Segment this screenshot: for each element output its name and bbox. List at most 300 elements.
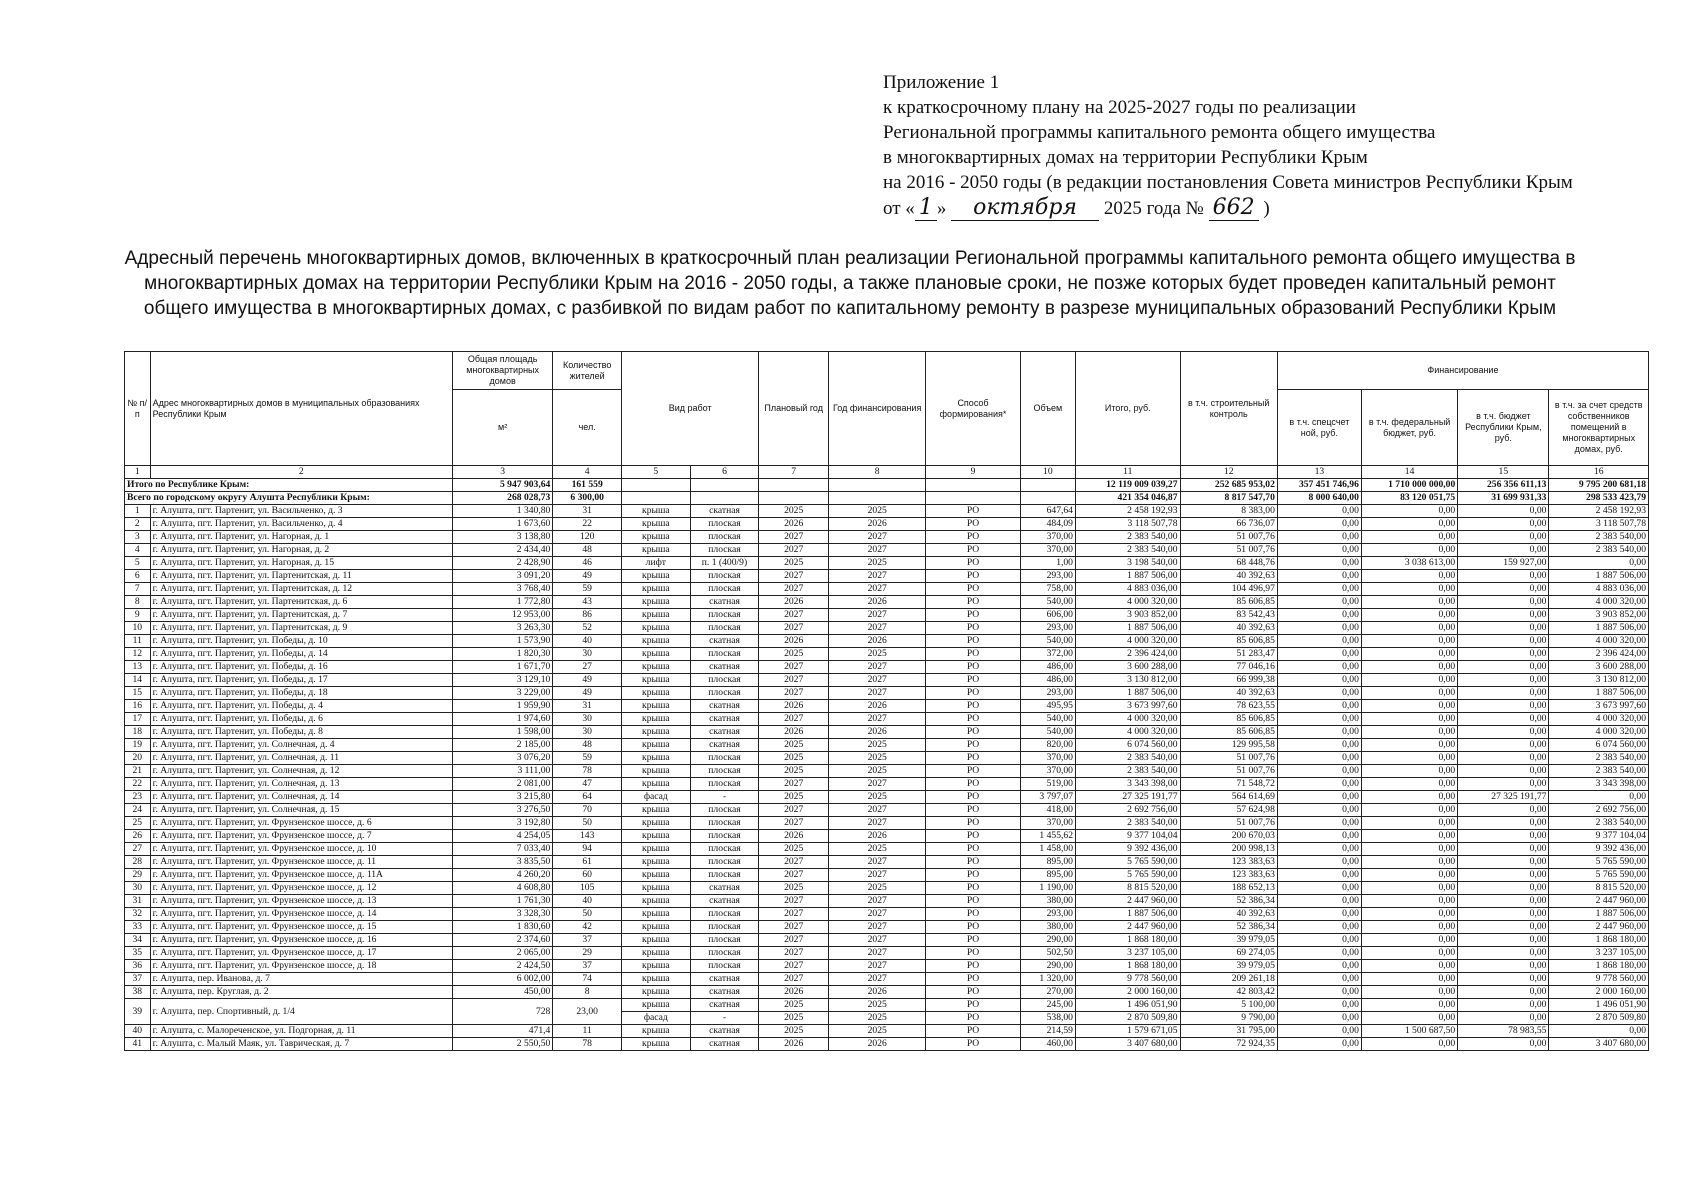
table-cell: 8 815 520,00 bbox=[1075, 882, 1180, 895]
table-cell: 0,00 bbox=[1277, 986, 1361, 999]
table-cell: 47 bbox=[553, 778, 622, 791]
total-fin-owners: 9 795 200 681,18 bbox=[1549, 479, 1649, 492]
table-cell: 2025 bbox=[829, 752, 926, 765]
table-cell: г. Алушта, пгт. Партенит, ул. Нагорная, д. 15 bbox=[150, 557, 452, 570]
table-cell: 0,00 bbox=[1277, 687, 1361, 700]
table-cell: 2025 bbox=[829, 557, 926, 570]
table-row bbox=[125, 596, 1649, 609]
table-cell: 41 bbox=[125, 1038, 151, 1051]
table-cell: 159 927,00 bbox=[1458, 557, 1549, 570]
table-cell: 0,00 bbox=[1361, 570, 1457, 583]
table-cell: РО bbox=[926, 739, 1020, 752]
table-cell: 8 815 520,00 bbox=[1549, 882, 1649, 895]
table-cell: плоская bbox=[690, 765, 759, 778]
table-cell: 2027 bbox=[829, 934, 926, 947]
table-cell: 0,00 bbox=[1458, 986, 1549, 999]
table-cell: г. Алушта, пгт. Партенит, ул. Победы, д. 18 bbox=[150, 687, 452, 700]
col-num: 16 bbox=[1549, 466, 1649, 479]
table-cell: 0,00 bbox=[1458, 882, 1549, 895]
year-label: 2025 года № bbox=[1103, 198, 1204, 219]
table-cell: крыша bbox=[622, 674, 691, 687]
table-cell: 27 325 191,77 bbox=[1075, 791, 1180, 804]
table-cell: 0,00 bbox=[1458, 908, 1549, 921]
table-cell: 120 bbox=[553, 531, 622, 544]
table-cell: крыша bbox=[622, 700, 691, 713]
table-row bbox=[125, 518, 1649, 531]
col-num: 11 bbox=[1075, 466, 1180, 479]
header-fin-federal: в т.ч. федеральный бюджет, руб. bbox=[1361, 390, 1457, 466]
empty-cell bbox=[926, 479, 1020, 492]
table-cell: 1 868 180,00 bbox=[1075, 960, 1180, 973]
table-cell: 0,00 bbox=[1458, 895, 1549, 908]
table-cell: 2027 bbox=[829, 973, 926, 986]
table-cell: 1 496 051,90 bbox=[1075, 999, 1180, 1012]
table-cell: 3 343 398,00 bbox=[1075, 778, 1180, 791]
table-cell: крыша bbox=[622, 570, 691, 583]
table-cell: 9 bbox=[125, 609, 151, 622]
table-cell: 2027 bbox=[759, 960, 829, 973]
table-cell: 2025 bbox=[829, 791, 926, 804]
empty-cell bbox=[926, 492, 1020, 505]
table-cell: 20 bbox=[125, 752, 151, 765]
table-cell: 0,00 bbox=[1458, 817, 1549, 830]
table-cell: фасад bbox=[622, 791, 691, 804]
table-cell: 0,00 bbox=[1458, 648, 1549, 661]
table-cell: 1 340,80 bbox=[452, 505, 552, 518]
empty-cell bbox=[690, 492, 759, 505]
table-cell: 2025 bbox=[829, 999, 926, 1012]
table-cell: 51 007,76 bbox=[1180, 765, 1277, 778]
table-cell: 52 386,34 bbox=[1180, 895, 1277, 908]
table-cell: 0,00 bbox=[1458, 830, 1549, 843]
table-cell: 2 870 509,80 bbox=[1549, 1012, 1649, 1025]
table-cell: крыша bbox=[622, 921, 691, 934]
table-cell: крыша bbox=[622, 1038, 691, 1051]
table-cell: 2027 bbox=[759, 921, 829, 934]
table-cell: 4 000 320,00 bbox=[1075, 596, 1180, 609]
table-cell: 0,00 bbox=[1361, 947, 1457, 960]
table-cell: 0,00 bbox=[1361, 921, 1457, 934]
handwritten-month: октября bbox=[951, 195, 1099, 221]
table-cell: 42 bbox=[553, 921, 622, 934]
empty-cell bbox=[690, 479, 759, 492]
table-cell: 60 bbox=[553, 869, 622, 882]
table-cell: 6 bbox=[125, 570, 151, 583]
table-cell: крыша bbox=[622, 804, 691, 817]
empty-cell bbox=[622, 492, 691, 505]
table-cell: 0,00 bbox=[1277, 817, 1361, 830]
table-cell: 540,00 bbox=[1020, 713, 1075, 726]
table-cell: РО bbox=[926, 505, 1020, 518]
table-cell: 0,00 bbox=[1277, 531, 1361, 544]
table-cell: г. Алушта, пгт. Партенит, ул. Партенитская, д. 9 bbox=[150, 622, 452, 635]
header-plan-year: Плановый год bbox=[759, 352, 829, 466]
table-cell: 9 392 436,00 bbox=[1549, 843, 1649, 856]
header-fin-owners: в т.ч. за счет средств собственников помещений в многоквартирных домах, руб. bbox=[1549, 390, 1649, 466]
table-cell: 0,00 bbox=[1277, 869, 1361, 882]
table-row bbox=[125, 856, 1649, 869]
table-cell: 0,00 bbox=[1361, 895, 1457, 908]
table-row bbox=[125, 817, 1649, 830]
table-cell: 2025 bbox=[759, 882, 829, 895]
table-cell: 22 bbox=[125, 778, 151, 791]
table-cell: 2026 bbox=[759, 1038, 829, 1051]
table-cell: 33 bbox=[125, 921, 151, 934]
table-cell: 2025 bbox=[829, 882, 926, 895]
table-cell: крыша bbox=[622, 726, 691, 739]
table-cell: 32 bbox=[125, 908, 151, 921]
table-cell: 2027 bbox=[759, 817, 829, 830]
table-cell: 1 190,00 bbox=[1020, 882, 1075, 895]
table-cell: 0,00 bbox=[1458, 713, 1549, 726]
table-cell: РО bbox=[926, 817, 1020, 830]
table-cell: 3 673 997,60 bbox=[1075, 700, 1180, 713]
table-row bbox=[125, 869, 1649, 882]
table-cell: 2 000 160,00 bbox=[1549, 986, 1649, 999]
table-cell: 486,00 bbox=[1020, 674, 1075, 687]
table-cell: 27 bbox=[125, 843, 151, 856]
table-cell: 1 887 506,00 bbox=[1075, 570, 1180, 583]
table-cell: 9 392 436,00 bbox=[1075, 843, 1180, 856]
table-cell: 4 000 320,00 bbox=[1549, 713, 1649, 726]
table-cell: 1,00 bbox=[1020, 557, 1075, 570]
appendix-line-4: в многоквартирных домах на территории Республики Крым bbox=[883, 147, 1368, 168]
table-cell: 0,00 bbox=[1361, 804, 1457, 817]
table-cell: плоская bbox=[690, 674, 759, 687]
table-cell: 0,00 bbox=[1361, 752, 1457, 765]
table-cell: 69 274,05 bbox=[1180, 947, 1277, 960]
table-cell: 14 bbox=[125, 674, 151, 687]
table-cell: 0,00 bbox=[1458, 518, 1549, 531]
table-cell: 68 448,76 bbox=[1180, 557, 1277, 570]
table-cell: 2 383 540,00 bbox=[1549, 817, 1649, 830]
table-cell: РО bbox=[926, 1038, 1020, 1051]
table-cell: 4 bbox=[125, 544, 151, 557]
table-cell: 1 887 506,00 bbox=[1549, 570, 1649, 583]
table-cell: 5 765 590,00 bbox=[1075, 856, 1180, 869]
table-cell: РО bbox=[926, 726, 1020, 739]
table-cell: 2025 bbox=[759, 791, 829, 804]
table-cell: 3 076,20 bbox=[452, 752, 552, 765]
total-fin-republic: 31 699 931,33 bbox=[1458, 492, 1549, 505]
table-cell: г. Алушта, пгт. Партенит, ул. Победы, д. 4 bbox=[150, 700, 452, 713]
table-cell: 538,00 bbox=[1020, 1012, 1075, 1025]
document-title: Адресный перечень многоквартирных домов, включенных в краткосрочный план реализации Региональной программы капитального ремонта общего имущества в многоквартирных домах на территории Республики Крым на 2016 - 2050 годы, а также плановые сроки, не позже которых будет проведен капитальный ремонт общего имущества в многоквартирных домах, с разбивкой по видам работ по капитальному ремонту в разрезе муниципальных образований Республики Крым bbox=[124, 248, 1576, 319]
table-cell: 370,00 bbox=[1020, 531, 1075, 544]
table-cell: 2026 bbox=[829, 830, 926, 843]
table-cell: 49 bbox=[553, 687, 622, 700]
table-cell: 57 624,98 bbox=[1180, 804, 1277, 817]
table-cell: 3 835,50 bbox=[452, 856, 552, 869]
table-cell: г. Алушта, пгт. Партенит, ул. Фрунзенское шоссе, д. 15 bbox=[150, 921, 452, 934]
table-cell: 2027 bbox=[829, 778, 926, 791]
table-cell: 83 542,43 bbox=[1180, 609, 1277, 622]
table-cell: 2 383 540,00 bbox=[1075, 765, 1180, 778]
table-cell: 3 237 105,00 bbox=[1075, 947, 1180, 960]
table-cell: 9 778 560,00 bbox=[1075, 973, 1180, 986]
table-cell: 3 600 288,00 bbox=[1549, 661, 1649, 674]
table-cell: 380,00 bbox=[1020, 921, 1075, 934]
table-cell: 370,00 bbox=[1020, 765, 1075, 778]
table-cell: 3 bbox=[125, 531, 151, 544]
table-cell: 34 bbox=[125, 934, 151, 947]
table-cell: 293,00 bbox=[1020, 622, 1075, 635]
table-cell: 0,00 bbox=[1549, 1025, 1649, 1038]
table-cell: 3 407 680,00 bbox=[1549, 1038, 1649, 1051]
table-cell: 245,00 bbox=[1020, 999, 1075, 1012]
table-cell: 370,00 bbox=[1020, 817, 1075, 830]
table-cell: 70 bbox=[553, 804, 622, 817]
table-cell: 2026 bbox=[829, 635, 926, 648]
table-cell: 0,00 bbox=[1277, 609, 1361, 622]
table-cell: 123 383,63 bbox=[1180, 869, 1277, 882]
table-cell: плоская bbox=[690, 544, 759, 557]
table-cell: 3 343 398,00 bbox=[1549, 778, 1649, 791]
table-cell: РО bbox=[926, 609, 1020, 622]
table-cell: РО bbox=[926, 518, 1020, 531]
table-cell: г. Алушта, пгт. Партенит, ул. Васильченко, д. 4 bbox=[150, 518, 452, 531]
table-cell: 2025 bbox=[759, 557, 829, 570]
table-cell: 27 325 191,77 bbox=[1458, 791, 1549, 804]
table-cell: 2027 bbox=[829, 895, 926, 908]
table-cell: 270,00 bbox=[1020, 986, 1075, 999]
table-row bbox=[125, 934, 1649, 947]
table-cell: крыша bbox=[622, 999, 691, 1012]
total-control: 252 685 953,02 bbox=[1180, 479, 1277, 492]
table-cell: скатная bbox=[690, 1025, 759, 1038]
table-row bbox=[125, 921, 1649, 934]
table-cell: 293,00 bbox=[1020, 687, 1075, 700]
table-cell: 2026 bbox=[759, 726, 829, 739]
table-cell: 2 447 960,00 bbox=[1075, 921, 1180, 934]
col-num: 3 bbox=[452, 466, 552, 479]
table-cell: 0,00 bbox=[1361, 713, 1457, 726]
address-table bbox=[124, 351, 1649, 1051]
table-cell: 2027 bbox=[759, 570, 829, 583]
table-cell: 78 bbox=[553, 765, 622, 778]
table-cell: 2 bbox=[125, 518, 151, 531]
table-cell: 3 192,80 bbox=[452, 817, 552, 830]
table-cell: 9 778 560,00 bbox=[1549, 973, 1649, 986]
table-cell: 2 383 540,00 bbox=[1549, 765, 1649, 778]
table-cell: крыша bbox=[622, 583, 691, 596]
table-cell: 1 458,00 bbox=[1020, 843, 1075, 856]
table-cell: 40 bbox=[553, 635, 622, 648]
table-cell: 0,00 bbox=[1361, 856, 1457, 869]
table-cell: 61 bbox=[553, 856, 622, 869]
table-cell: РО bbox=[926, 830, 1020, 843]
table-cell: 0,00 bbox=[1361, 518, 1457, 531]
table-cell: крыша bbox=[622, 609, 691, 622]
table-cell: 293,00 bbox=[1020, 908, 1075, 921]
table-cell: 48 bbox=[553, 544, 622, 557]
table-cell: 3 111,00 bbox=[452, 765, 552, 778]
table-cell: плоская bbox=[690, 648, 759, 661]
appendix-line-5: на 2016 - 2050 годы (в редакции постановления Совета министров Республики Крым bbox=[883, 172, 1573, 193]
table-cell: 22 bbox=[553, 518, 622, 531]
total-fin-republic: 256 356 611,13 bbox=[1458, 479, 1549, 492]
table-cell: г. Алушта, пгт. Партенит, ул. Фрунзенское шоссе, д. 17 bbox=[150, 947, 452, 960]
table-cell: 51 007,76 bbox=[1180, 531, 1277, 544]
table-cell: 1 887 506,00 bbox=[1075, 908, 1180, 921]
table-cell: 7 033,40 bbox=[452, 843, 552, 856]
table-cell: 0,00 bbox=[1361, 505, 1457, 518]
table-cell: 0,00 bbox=[1361, 830, 1457, 843]
table-cell: крыша bbox=[622, 544, 691, 557]
table-cell: 0,00 bbox=[1277, 856, 1361, 869]
table-cell: крыша bbox=[622, 960, 691, 973]
table-cell: 1 455,62 bbox=[1020, 830, 1075, 843]
table-cell: г. Алушта, пгт. Партенит, ул. Партенитская, д. 7 bbox=[150, 609, 452, 622]
table-cell: 2026 bbox=[829, 518, 926, 531]
table-cell: 3 600 288,00 bbox=[1075, 661, 1180, 674]
table-cell: г. Алушта, пгт. Партенит, ул. Солнечная, д. 12 bbox=[150, 765, 452, 778]
table-cell: г. Алушта, пгт. Партенит, ул. Нагорная, д. 2 bbox=[150, 544, 452, 557]
table-cell: 418,00 bbox=[1020, 804, 1075, 817]
table-cell: 30 bbox=[553, 713, 622, 726]
table-cell: 0,00 bbox=[1458, 765, 1549, 778]
table-cell: РО bbox=[926, 856, 1020, 869]
table-cell: 2026 bbox=[759, 700, 829, 713]
table-cell: 2027 bbox=[829, 804, 926, 817]
table-cell: 3 229,00 bbox=[452, 687, 552, 700]
table-cell: 2026 bbox=[759, 518, 829, 531]
table-cell: плоская bbox=[690, 622, 759, 635]
table-cell: 0,00 bbox=[1361, 583, 1457, 596]
total-sum: 421 354 046,87 bbox=[1075, 492, 1180, 505]
table-cell: 0,00 bbox=[1458, 505, 1549, 518]
table-cell: 2027 bbox=[759, 895, 829, 908]
table-cell: 64 bbox=[553, 791, 622, 804]
table-cell: 0,00 bbox=[1361, 726, 1457, 739]
table-cell: 2 065,00 bbox=[452, 947, 552, 960]
table-cell: 370,00 bbox=[1020, 752, 1075, 765]
table-cell: РО bbox=[926, 648, 1020, 661]
table-cell: плоская bbox=[690, 687, 759, 700]
table-cell: 0,00 bbox=[1361, 999, 1457, 1012]
table-cell: г. Алушта, пгт. Партенит, ул. Солнечная, д. 13 bbox=[150, 778, 452, 791]
table-cell: 1 772,80 bbox=[452, 596, 552, 609]
table-cell: фасад bbox=[622, 1012, 691, 1025]
table-cell: 86 bbox=[553, 609, 622, 622]
table-cell: скатная bbox=[690, 596, 759, 609]
table-cell: г. Алушта, пгт. Партенит, ул. Партенитская, д. 11 bbox=[150, 570, 452, 583]
table-cell: 4 000 320,00 bbox=[1549, 596, 1649, 609]
table-cell: 2027 bbox=[759, 674, 829, 687]
table-cell: 59 bbox=[553, 583, 622, 596]
table-cell: 0,00 bbox=[1458, 674, 1549, 687]
col-num: 6 bbox=[690, 466, 759, 479]
table-cell: 0,00 bbox=[1277, 1012, 1361, 1025]
table-cell: 2027 bbox=[829, 570, 926, 583]
table-cell: - bbox=[690, 791, 759, 804]
table-cell: РО bbox=[926, 713, 1020, 726]
table-cell: 380,00 bbox=[1020, 895, 1075, 908]
table-cell: 0,00 bbox=[1361, 960, 1457, 973]
table-cell: 3 328,30 bbox=[452, 908, 552, 921]
table-cell: 2027 bbox=[759, 531, 829, 544]
table-cell: 4 000 320,00 bbox=[1075, 635, 1180, 648]
total-fin-owners: 298 533 423,79 bbox=[1549, 492, 1649, 505]
table-cell: 2027 bbox=[759, 661, 829, 674]
table-cell: 0,00 bbox=[1361, 596, 1457, 609]
table-cell: 3 903 852,00 bbox=[1549, 609, 1649, 622]
table-cell: 0,00 bbox=[1361, 1012, 1457, 1025]
table-cell: РО bbox=[926, 661, 1020, 674]
close-paren: ) bbox=[1263, 198, 1270, 219]
table-cell: 0,00 bbox=[1458, 843, 1549, 856]
table-cell: 0,00 bbox=[1361, 661, 1457, 674]
table-cell: 5 100,00 bbox=[1180, 999, 1277, 1012]
table-cell: 0,00 bbox=[1458, 531, 1549, 544]
table-cell: 1 887 506,00 bbox=[1549, 687, 1649, 700]
table-cell: г. Алушта, пгт. Партенит, ул. Партенитская, д. 6 bbox=[150, 596, 452, 609]
table-row bbox=[125, 570, 1649, 583]
table-cell: 2025 bbox=[829, 843, 926, 856]
table-cell: 460,00 bbox=[1020, 1038, 1075, 1051]
table-cell: 0,00 bbox=[1458, 726, 1549, 739]
table-cell: 0,00 bbox=[1458, 596, 1549, 609]
table-cell: 2027 bbox=[759, 544, 829, 557]
table-cell: плоская bbox=[690, 583, 759, 596]
table-cell: 2 383 540,00 bbox=[1549, 544, 1649, 557]
table-cell: 290,00 bbox=[1020, 960, 1075, 973]
table-cell: 2 185,00 bbox=[452, 739, 552, 752]
table-cell: 895,00 bbox=[1020, 856, 1075, 869]
table-cell: г. Алушта, пгт. Партенит, ул. Победы, д. 16 bbox=[150, 661, 452, 674]
handwritten-number: 662 bbox=[1209, 195, 1259, 221]
table-cell: крыша bbox=[622, 739, 691, 752]
table-cell: РО bbox=[926, 999, 1020, 1012]
table-cell: 1 579 671,05 bbox=[1075, 1025, 1180, 1038]
table-cell: 51 007,76 bbox=[1180, 544, 1277, 557]
table-cell: 11 bbox=[553, 1025, 622, 1038]
table-cell: РО bbox=[926, 908, 1020, 921]
appendix-line-2: к краткосрочному плану на 2025-2027 годы по реализации bbox=[883, 97, 1356, 118]
table-cell: 2026 bbox=[759, 596, 829, 609]
table-cell: 31 bbox=[553, 505, 622, 518]
table-cell: 1 868 180,00 bbox=[1549, 960, 1649, 973]
table-row bbox=[125, 1038, 1649, 1051]
table-cell: 17 bbox=[125, 713, 151, 726]
table-cell: 0,00 bbox=[1361, 973, 1457, 986]
table-row bbox=[125, 804, 1649, 817]
table-cell: 0,00 bbox=[1277, 1025, 1361, 1038]
table-cell: 0,00 bbox=[1458, 1012, 1549, 1025]
table-cell: РО bbox=[926, 570, 1020, 583]
table-cell: 2027 bbox=[759, 609, 829, 622]
table-cell: 51 283,47 bbox=[1180, 648, 1277, 661]
table-cell: 2 870 509,80 bbox=[1075, 1012, 1180, 1025]
table-cell: г. Алушта, пгт. Партенит, ул. Победы, д. 14 bbox=[150, 648, 452, 661]
table-cell: 74 bbox=[553, 973, 622, 986]
table-cell: г. Алушта, пгт. Партенит, ул. Победы, д. 10 bbox=[150, 635, 452, 648]
table-cell: 1 959,90 bbox=[452, 700, 552, 713]
table-cell: 2027 bbox=[759, 622, 829, 635]
table-cell: 38 bbox=[125, 986, 151, 999]
table-row bbox=[125, 700, 1649, 713]
table-cell: 13 bbox=[125, 661, 151, 674]
table-cell: 2025 bbox=[759, 739, 829, 752]
table-cell: 72 924,35 bbox=[1180, 1038, 1277, 1051]
table-cell: 2027 bbox=[829, 609, 926, 622]
table-cell: 2027 bbox=[829, 713, 926, 726]
table-cell: г. Алушта, пгт. Партенит, ул. Фрунзенское шоссе, д. 7 bbox=[150, 830, 452, 843]
col-num: 10 bbox=[1020, 466, 1075, 479]
table-cell: 0,00 bbox=[1277, 635, 1361, 648]
table-cell: 50 bbox=[553, 908, 622, 921]
table-cell: РО bbox=[926, 752, 1020, 765]
